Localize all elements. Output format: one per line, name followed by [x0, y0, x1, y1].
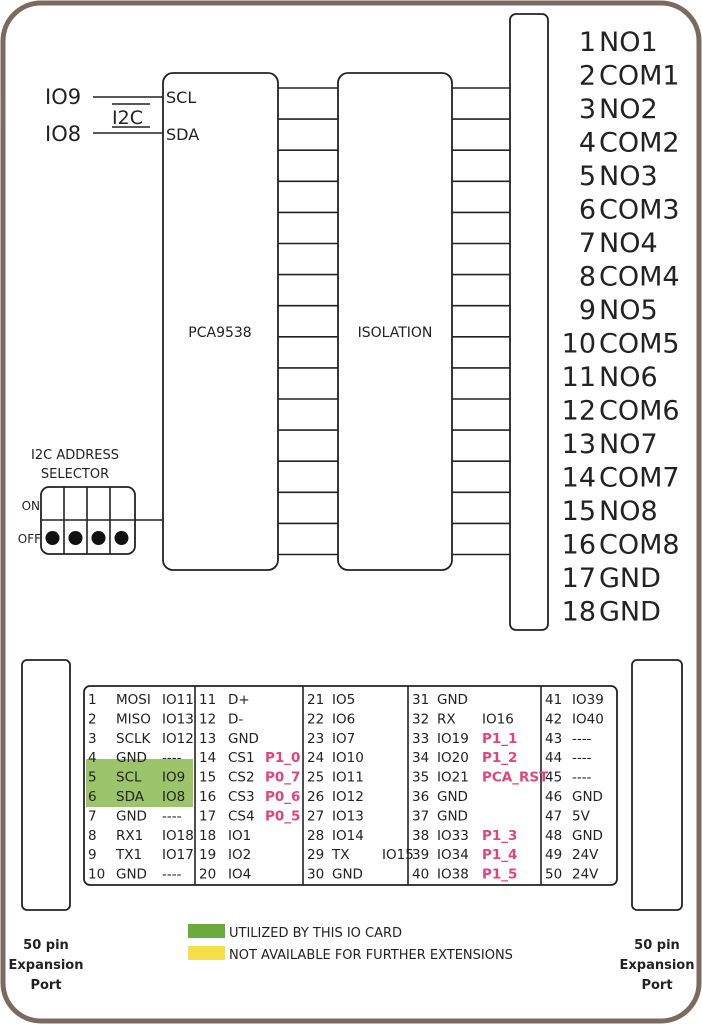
terminal-number: 15	[561, 496, 596, 527]
pin-number: 32	[412, 711, 430, 728]
legend-swatch-unavailable	[188, 946, 225, 960]
pin-number: 39	[412, 847, 430, 864]
pin-function: ----	[572, 730, 592, 747]
pin-number: 20	[199, 866, 217, 883]
expansion-port-left	[22, 660, 70, 910]
pin-number: 18	[199, 827, 217, 844]
pin-mapping: IO18	[162, 827, 194, 844]
pin-number: 42	[545, 711, 563, 728]
pin-number: 19	[199, 847, 217, 864]
pin-function: 5V	[572, 808, 590, 825]
pin-number: 6	[88, 789, 97, 805]
dip-switch-knob[interactable]	[92, 531, 106, 545]
pin-function: IO4	[228, 866, 252, 883]
terminal-name: GND	[599, 596, 661, 628]
isolation-label: ISOLATION	[357, 325, 433, 341]
pin-function: IO11	[332, 769, 364, 786]
pin-number: 1	[88, 692, 97, 708]
pin-mapping: P0_5	[265, 808, 301, 825]
pin-function: D+	[228, 692, 250, 708]
legend-label-unavailable: NOT AVAILABLE FOR FURTHER EXTENSIONS	[229, 948, 513, 963]
pin-function: GND	[572, 827, 603, 844]
terminal-number: 3	[578, 94, 596, 125]
terminal-number: 7	[578, 228, 596, 259]
terminal-name: COM3	[599, 194, 680, 226]
pin-function: IO34	[437, 847, 469, 864]
pin-function: 24V	[572, 866, 599, 883]
pin-number: 11	[199, 692, 217, 708]
pin-function: IO38	[437, 866, 469, 883]
pin-number: 28	[307, 827, 325, 844]
pin-function: D-	[228, 711, 244, 728]
terminal-name: NO7	[599, 429, 658, 460]
pin-function: IO19	[437, 730, 469, 747]
terminal-name: NO5	[599, 295, 658, 326]
pin-mapping: IO16	[482, 711, 514, 728]
pin-number: 7	[88, 808, 97, 825]
pin-function: CS1	[228, 750, 255, 767]
scl-pin-label: SCL	[166, 88, 197, 107]
pin-function: GND	[116, 750, 147, 767]
pin-number: 50	[545, 866, 563, 883]
svg-text:Port: Port	[30, 978, 62, 993]
pin-function: IO33	[437, 827, 469, 844]
pin-mapping: P1_2	[482, 750, 518, 767]
pin-number: 44	[545, 750, 563, 767]
pin-number: 14	[199, 750, 217, 767]
terminal-name: GND	[599, 563, 661, 594]
pin-number: 38	[412, 827, 430, 844]
pin-mapping: IO12	[162, 730, 194, 747]
pin-mapping: P1_0	[265, 750, 301, 767]
terminal-name: NO8	[599, 496, 658, 527]
pin-number: 34	[412, 750, 430, 767]
i2c-label: I2C	[112, 107, 143, 129]
pin-number: 40	[412, 866, 430, 883]
pin-number: 25	[307, 769, 325, 786]
pin-number: 26	[307, 789, 325, 805]
pin-number: 8	[88, 827, 97, 844]
off-label: OFF	[17, 532, 41, 546]
pin-number: 47	[545, 808, 563, 825]
pin-function: IO1	[228, 827, 252, 844]
pin-number: 15	[199, 769, 217, 786]
pin-number: 29	[307, 847, 325, 864]
pin-mapping: ----	[162, 750, 182, 767]
pin-mapping: P1_1	[482, 730, 518, 747]
terminal-number: 9	[578, 295, 596, 326]
pin-function: SCLK	[116, 730, 151, 747]
terminal-number: 18	[561, 596, 596, 628]
pin-mapping: P0_6	[265, 789, 301, 805]
selector-title-2: SELECTOR	[40, 467, 110, 482]
pin-mapping: P0_7	[265, 769, 301, 786]
pin-number: 45	[545, 769, 563, 786]
on-label: ON	[21, 499, 40, 513]
pin-function: GND	[437, 808, 468, 825]
pin-number: 23	[307, 730, 325, 747]
pin-function: GND	[572, 789, 603, 805]
pin-number: 16	[199, 789, 217, 805]
terminal-name: COM6	[599, 395, 680, 427]
pin-function: RX	[437, 711, 456, 728]
pin-function: IO13	[332, 808, 364, 825]
pin-function: IO6	[332, 711, 356, 728]
pca9538-block	[163, 73, 278, 570]
pin-function: SDA	[116, 789, 144, 805]
terminal-name: COM2	[599, 127, 680, 159]
pin-number: 12	[199, 711, 217, 728]
terminal-name: COM5	[599, 328, 680, 360]
pin-function: ----	[572, 750, 592, 767]
terminal-number: 8	[578, 261, 596, 293]
pin-mapping: IO11	[162, 692, 194, 708]
pin-number: 48	[545, 827, 563, 844]
terminal-number: 4	[578, 127, 596, 159]
pin-number: 35	[412, 769, 430, 786]
terminal-number: 5	[578, 161, 596, 192]
pin-function: IO21	[437, 769, 469, 786]
pin-number: 4	[88, 750, 97, 767]
pin-function: CS2	[228, 769, 255, 786]
selector-title-1: I2C ADDRESS	[31, 448, 119, 463]
pin-number: 9	[88, 847, 97, 864]
pin-mapping: IO17	[162, 847, 194, 864]
terminal-number: 12	[561, 395, 596, 427]
pin-number: 33	[412, 730, 430, 747]
pin-function: IO2	[228, 847, 252, 864]
pin-mapping: IO13	[162, 711, 194, 728]
pin-number: 27	[307, 808, 325, 825]
pin-function: IO40	[572, 711, 604, 728]
dip-switch-knob[interactable]	[69, 531, 83, 545]
pin-mapping: IO15	[382, 847, 414, 864]
terminal-number: 14	[561, 462, 596, 494]
pin-number: 13	[199, 730, 217, 747]
terminal-number: 1	[578, 27, 596, 58]
pin-function: IO14	[332, 827, 364, 844]
pin-function: GND	[228, 730, 259, 747]
dip-switch-knob[interactable]	[46, 531, 60, 545]
terminal-name: COM1	[599, 60, 680, 92]
pin-mapping: ----	[162, 866, 182, 883]
pin-function: IO20	[437, 750, 469, 767]
pin-mapping: ----	[162, 808, 182, 825]
svg-text:50 pin: 50 pin	[634, 938, 680, 953]
pin-number: 30	[307, 866, 325, 883]
pin-mapping: P1_4	[482, 847, 518, 864]
terminal-number: 10	[561, 328, 596, 360]
pin-number: 49	[545, 847, 563, 864]
pin-function: GND	[437, 789, 468, 805]
pin-number: 17	[199, 808, 217, 825]
terminal-name: COM7	[599, 462, 680, 494]
terminal-number: 11	[561, 362, 596, 393]
pin-function: MISO	[116, 711, 151, 728]
legend-swatch-used	[188, 924, 225, 938]
pin-number: 43	[545, 730, 563, 747]
terminal-name: NO3	[599, 161, 658, 192]
legend-label-used: UTILIZED BY THIS IO CARD	[229, 926, 403, 941]
svg-text:Expansion: Expansion	[8, 958, 84, 973]
terminal-connector	[510, 14, 548, 630]
terminal-name: COM4	[599, 261, 680, 293]
pin-number: 5	[88, 769, 97, 786]
pin-function: IO12	[332, 789, 364, 805]
pin-function: 24V	[572, 847, 599, 864]
pin-number: 2	[88, 711, 97, 728]
isolation-block	[338, 73, 452, 570]
pin-function: IO7	[332, 730, 356, 747]
dip-switch-knob[interactable]	[115, 531, 129, 545]
pin-number: 46	[545, 789, 563, 805]
expansion-port-right	[632, 660, 682, 910]
pin-function: ----	[572, 769, 592, 786]
io8-label: IO8	[45, 122, 82, 146]
pin-function: TX	[332, 847, 350, 864]
pin-function: RX1	[116, 827, 144, 844]
pin-function: GND	[332, 866, 363, 883]
pin-number: 3	[88, 730, 97, 747]
terminal-number: 6	[578, 194, 596, 226]
terminal-name: COM8	[599, 529, 680, 561]
pin-function: IO10	[332, 750, 364, 767]
svg-text:50 pin: 50 pin	[23, 938, 69, 953]
io9-label: IO9	[45, 85, 82, 109]
terminal-name: NO2	[599, 94, 658, 125]
pin-number: 31	[412, 692, 430, 708]
terminal-number: 2	[578, 60, 596, 92]
terminal-name: NO1	[599, 27, 658, 58]
pin-function: IO5	[332, 692, 356, 708]
pin-number: 24	[307, 750, 325, 767]
pin-mapping: IO9	[162, 769, 186, 786]
terminal-number: 17	[561, 563, 596, 594]
pin-function: IO39	[572, 692, 604, 708]
pin-number: 22	[307, 711, 325, 728]
pin-function: CS4	[228, 808, 255, 825]
pin-function: TX1	[116, 847, 143, 864]
pin-number: 36	[412, 789, 430, 805]
terminal-name: NO4	[599, 228, 658, 259]
pin-number: 21	[307, 692, 325, 708]
pin-function: GND	[116, 808, 147, 825]
pin-function: SCL	[116, 769, 142, 786]
terminal-number: 16	[561, 529, 596, 561]
pin-function: CS3	[228, 789, 255, 805]
sda-pin-label: SDA	[166, 125, 200, 144]
pin-function: MOSI	[116, 692, 151, 708]
pin-mapping: P1_3	[482, 827, 518, 844]
pin-number: 10	[88, 866, 106, 883]
pin-number: 37	[412, 808, 430, 825]
pin-number: 41	[545, 692, 563, 708]
svg-text:Expansion: Expansion	[619, 958, 695, 973]
pin-mapping: IO8	[162, 789, 186, 805]
terminal-name: NO6	[599, 362, 658, 393]
pin-function: GND	[116, 866, 147, 883]
terminal-number: 13	[561, 429, 596, 460]
pca9538-label: PCA9538	[188, 325, 252, 341]
svg-text:Port: Port	[641, 978, 673, 993]
pin-function: GND	[437, 692, 468, 708]
pin-mapping: PCA_RST	[482, 769, 549, 786]
pin-mapping: P1_5	[482, 866, 518, 883]
